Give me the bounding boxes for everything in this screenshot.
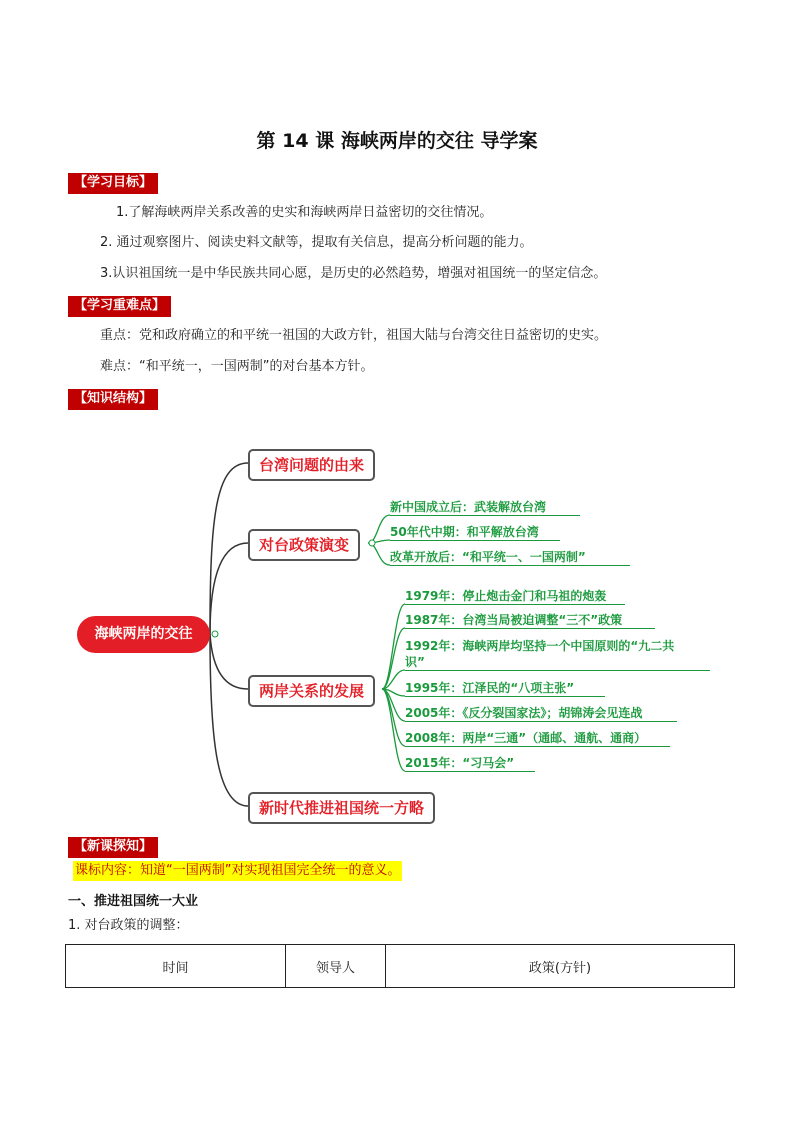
objective-item: 1.了解海峡两岸关系改善的史实和海峡两岸日益密切的交往情况。 (116, 205, 493, 220)
mindmap-leaf: 改革开放后：“和平统一、一国两制” (390, 549, 630, 566)
mindmap-leaf: 1992年：海峡两岸均坚持一个中国原则的“九二共 (405, 639, 675, 653)
mindmap-leaf: 新中国成立后：武装解放台湾 (390, 499, 580, 516)
key-point-focus: 重点：党和政府确立的和平统一祖国的大政方针，祖国大陆与台湾交往日益密切的史实。 (100, 328, 608, 343)
objective-item: 3.认识祖国统一是中华民族共同心愿，是历史的必然趋势，增强对祖国统一的坚定信念。 (100, 266, 607, 281)
page-title: 第 14 课 海峡两岸的交往 导学案 (256, 130, 538, 152)
table-header-leader: 领导人 (286, 945, 386, 988)
heading-one: 一、推进祖国统一大业 (68, 894, 199, 909)
mindmap-leaf: 识” (405, 654, 710, 671)
mindmap-leaf: 2005年：《反分裂国家法》；胡锦涛会见连战 (405, 705, 677, 722)
mindmap-root: 海峡两岸的交往 (77, 616, 210, 653)
key-point-difficulty: 难点：“和平统一，一国两制”的对台基本方针。 (100, 359, 374, 374)
table-header-policy: 政策(方针) (386, 945, 735, 988)
objective-item: 2. 通过观察图片、阅读史料文献等，提取有关信息，提高分析问题的能力。 (100, 235, 533, 250)
mindmap-branch: 新时代推进祖国统一方略 (248, 792, 435, 824)
mindmap-branch: 两岸关系的发展 (248, 675, 375, 707)
mindmap-leaf: 1995年：江泽民的“八项主张” (405, 680, 605, 697)
section-tag-structure: 【知识结构】 (68, 389, 158, 410)
section-tag-new-lesson: 【新课探知】 (68, 837, 158, 858)
subheading: 1. 对台政策的调整： (68, 918, 189, 933)
section-tag-objectives: 【学习目标】 (68, 173, 158, 194)
curriculum-standard-note: 课标内容：知道“一国两制”对实现祖国完全统一的意义。 (73, 861, 402, 881)
mindmap-leaf: 1979年：停止炮击金门和马祖的炮轰 (405, 588, 625, 605)
table-header-row (66, 945, 735, 988)
mindmap-branch: 台湾问题的由来 (248, 449, 375, 481)
policy-table (65, 944, 735, 988)
mindmap-leaf: 2008年：两岸“三通”（通邮、通航、通商） (405, 730, 670, 747)
mindmap-leaf: 2015年：“习马会” (405, 755, 535, 772)
mindmap-branch: 对台政策演变 (248, 529, 360, 561)
section-tag-key-points: 【学习重难点】 (68, 296, 171, 317)
mindmap-leaf: 50年代中期：和平解放台湾 (390, 524, 560, 541)
mindmap-leaf: 1987年：台湾当局被迫调整“三不”政策 (405, 612, 655, 629)
table-header-time: 时间 (66, 945, 286, 988)
